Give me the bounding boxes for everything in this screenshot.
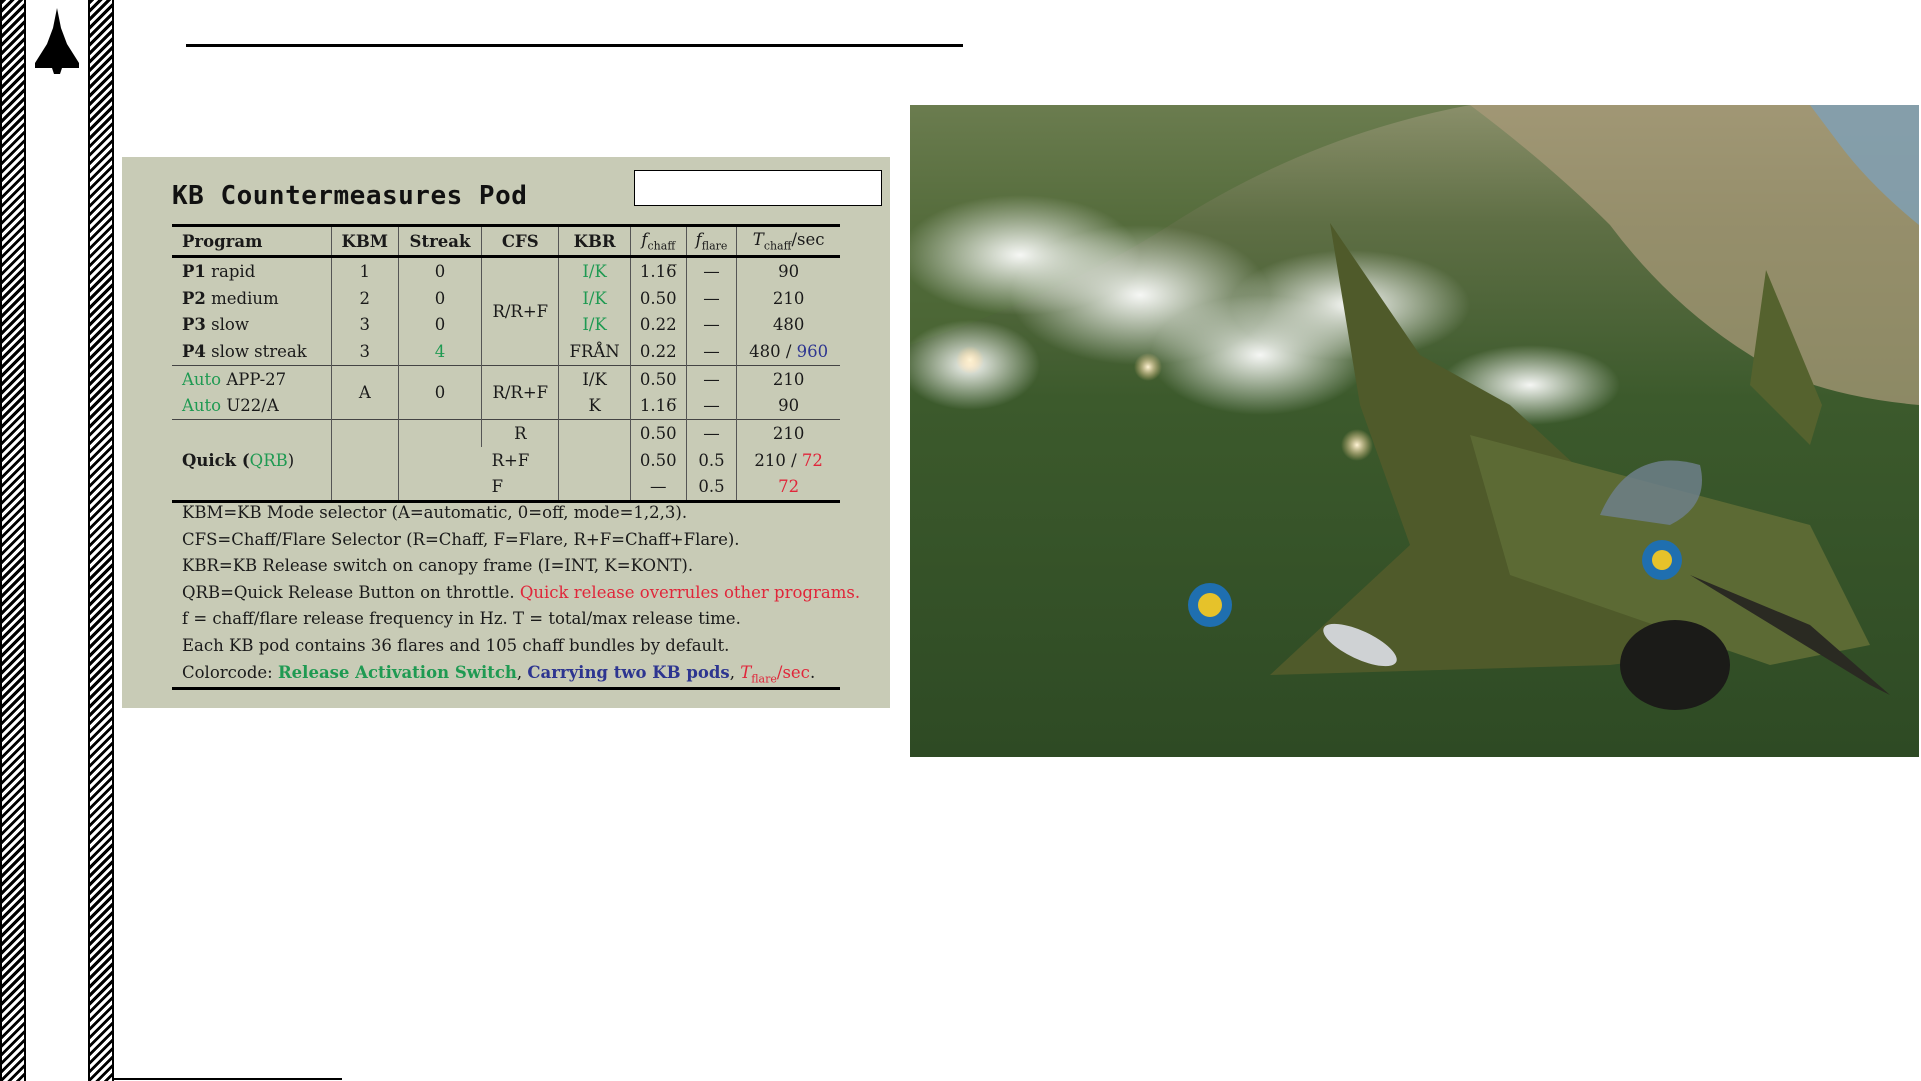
kbm-cell xyxy=(331,420,398,502)
t-chaff-cell: 210 xyxy=(737,285,840,312)
cfs-cell: R+F xyxy=(491,450,530,470)
title-underline xyxy=(186,44,963,47)
kbr-cell: I/K xyxy=(559,285,630,312)
program-cell: P4 slow streak xyxy=(182,341,307,361)
program-cell: Quick (QRB) xyxy=(182,450,295,470)
left-hatched-stripe xyxy=(0,0,26,1081)
cfs-cell: R/R+F xyxy=(482,257,559,366)
program-cell: P3 slow xyxy=(182,315,249,335)
f-flare-cell: — xyxy=(686,365,736,392)
kbr-cell xyxy=(559,420,630,502)
aircraft-photo xyxy=(910,105,1919,757)
note-pod: Each KB pod contains 36 flares and 105 chaff bundles by default. xyxy=(182,635,730,655)
legend-notes xyxy=(182,500,860,692)
cfs-cell: F xyxy=(491,477,504,497)
table-row xyxy=(172,257,840,285)
table-row xyxy=(172,420,840,447)
t-chaff-cell: 210 xyxy=(737,365,840,392)
streak-cell: 0 xyxy=(398,285,481,312)
t-chaff-cell: 210 / 72 xyxy=(737,447,840,474)
program-cell: Auto U22/A xyxy=(182,396,279,416)
countermeasures-card xyxy=(122,157,890,708)
f-flare-cell: — xyxy=(686,420,736,447)
kbr-cell: K xyxy=(559,392,630,419)
program-cell: P2 medium xyxy=(182,288,279,308)
header-t-chaff: $T_{chaff}/\sec$ xyxy=(737,226,840,257)
f-flare-cell: — xyxy=(686,285,736,312)
program-cell: Auto APP-27 xyxy=(182,369,287,389)
t-chaff-cell: 72 xyxy=(737,474,840,502)
note-kbr: KBR=KB Release switch on canopy frame (I=INT, K=KONT). xyxy=(182,556,694,576)
header-kbm: KBM xyxy=(331,226,398,257)
kbr-cell: I/K xyxy=(559,257,630,285)
f-chaff-cell: 0.50 xyxy=(630,447,686,474)
streak-cell: 0 xyxy=(398,311,481,338)
t-chaff-cell: 210 xyxy=(737,420,840,447)
f-chaff-cell: 0.22 xyxy=(630,338,686,365)
header-f-flare: $f_{flare}$ xyxy=(686,226,736,257)
streak-cell: 4 xyxy=(398,338,481,365)
header-program: Program xyxy=(182,231,263,251)
notes-bottom-rule xyxy=(172,687,840,690)
f-chaff-cell: 0.50 xyxy=(630,420,686,447)
cfs-cell: R xyxy=(482,420,559,447)
aircraft-photo-image xyxy=(910,105,1919,757)
streak-cell xyxy=(398,420,481,502)
t-chaff-cell: 480 / 960 xyxy=(737,338,840,365)
kbm-cell: 3 xyxy=(331,338,398,365)
f-chaff-cell: 0.50 xyxy=(630,365,686,392)
f-chaff-cell: 0.50 xyxy=(630,285,686,312)
note-colorcode: Colorcode: Release Activation Switch, Carrying two KB pods, $T_{flare}/\sec$. xyxy=(182,662,816,685)
f-flare-cell: — xyxy=(686,311,736,338)
program-cell: P1 rapid xyxy=(182,261,256,281)
kbr-cell: I/K xyxy=(559,365,630,392)
f-flare-cell: 0.5 xyxy=(686,474,736,502)
kbm-cell: A xyxy=(331,365,398,419)
t-chaff-cell: 90 xyxy=(737,392,840,419)
note-f: f = chaff/flare release frequency in Hz. T = total/max release time. xyxy=(182,609,741,629)
f-chaff-cell: 0.22 xyxy=(630,311,686,338)
kbm-cell: 1 xyxy=(331,257,398,285)
header-streak: Streak xyxy=(398,226,481,257)
kbr-cell: I/K xyxy=(559,311,630,338)
card-title: KB Countermeasures Pod xyxy=(172,181,528,211)
table-row xyxy=(172,365,840,392)
f-chaff-cell: 1.16̅ xyxy=(630,257,686,285)
countermeasures-table xyxy=(172,224,840,503)
f-flare-cell: — xyxy=(686,257,736,285)
cfs-cell: R/R+F xyxy=(482,365,559,419)
t-chaff-cell: 480 xyxy=(737,311,840,338)
table-header-row xyxy=(172,226,840,257)
aircraft-logo-icon xyxy=(34,8,80,78)
f-flare-cell: — xyxy=(686,338,736,365)
kbr-cell: FRÅN xyxy=(559,338,630,365)
header-f-chaff: $f_{chaff}$ xyxy=(630,226,686,257)
kbm-cell: 3 xyxy=(331,311,398,338)
streak-cell: 0 xyxy=(398,257,481,285)
header-kbr: KBR xyxy=(559,226,630,257)
footer-line xyxy=(114,1078,342,1080)
streak-cell: 0 xyxy=(398,365,481,419)
note-kbm: KBM=KB Mode selector (A=automatic, 0=off, mode=1,2,3). xyxy=(182,503,688,522)
note-cfs: CFS=Chaff/Flare Selector (R=Chaff, F=Flare, R+F=Chaff+Flare). xyxy=(182,529,740,549)
kbm-cell: 2 xyxy=(331,285,398,312)
blank-label-box xyxy=(634,170,882,206)
f-flare-cell: 0.5 xyxy=(686,447,736,474)
f-flare-cell: — xyxy=(686,392,736,419)
header-cfs: CFS xyxy=(482,226,559,257)
t-chaff-cell: 90 xyxy=(737,257,840,285)
right-hatched-stripe xyxy=(88,0,114,1081)
f-chaff-cell: 1.16̅ xyxy=(630,392,686,419)
f-chaff-cell: — xyxy=(630,474,686,502)
note-qrb: QRB=Quick Release Button on throttle. Quick release overrules other programs. xyxy=(182,582,861,602)
